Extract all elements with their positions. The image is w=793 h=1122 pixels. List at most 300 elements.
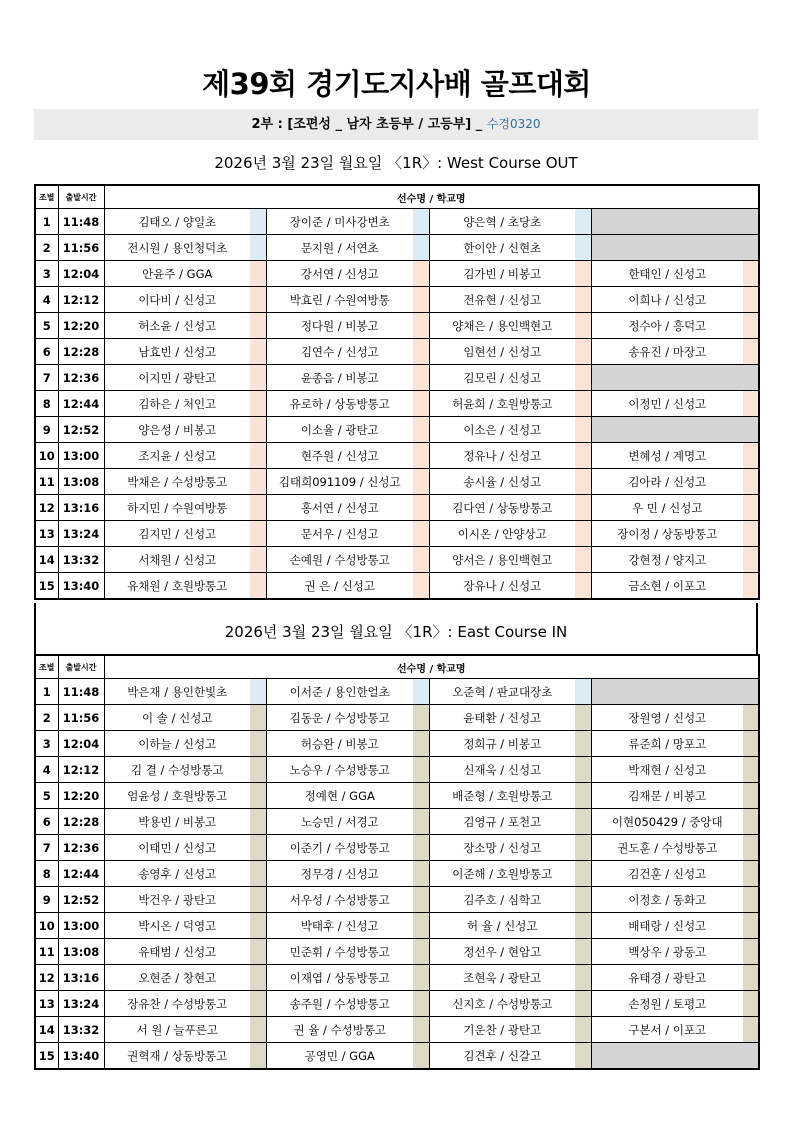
division-tag-tan [743,1017,759,1043]
division-tag-tan [413,705,429,731]
player-cell: 하지민 / 수원여방통 [104,495,250,521]
subtitle-bar [34,109,758,140]
player-cell: 이서준 / 용인한얼초 [266,679,413,705]
player-cell: 류준희 / 망포고 [591,731,743,757]
player-cell: 변혜성 / 계명고 [591,443,743,469]
player-cell: 허승완 / 비봉고 [266,731,413,757]
tee-time: 13:16 [58,495,104,521]
empty-slot [591,679,759,705]
player-cell: 전유현 / 신성고 [429,287,575,313]
division-tag-peach [743,339,759,365]
player-cell: 송영후 / 신성고 [104,861,250,887]
division-tag-peach [413,443,429,469]
tee-time: 12:52 [58,887,104,913]
east-course-table [34,654,760,1070]
tee-time: 12:44 [58,861,104,887]
player-cell: 엄윤성 / 호원방통고 [104,783,250,809]
player-cell: 장이준 / 미사강변초 [266,209,413,235]
player-cell: 손정원 / 토평고 [591,991,743,1017]
division-tag-tan [250,939,266,965]
division-tag-peach [413,573,429,600]
division-tag-tan [575,809,591,835]
player-cell: 신재욱 / 신성고 [429,757,575,783]
header-players: 선수명 / 학교명 [104,655,759,679]
group-number: 8 [35,391,58,417]
division-tag-peach [250,573,266,600]
player-cell: 문지원 / 서연초 [266,235,413,261]
player-cell: 이시온 / 안양상고 [429,521,575,547]
division-tag-peach [743,443,759,469]
player-cell: 이다비 / 신성고 [104,287,250,313]
group-number: 3 [35,261,58,287]
division-tag-tan [743,809,759,835]
division-tag-tan [575,705,591,731]
division-tag-peach [413,547,429,573]
division-tag-tan [743,731,759,757]
west-course-table [34,184,760,600]
player-cell: 이정민 / 신성고 [591,391,743,417]
table-row [35,235,759,261]
player-cell: 정유나 / 신성고 [429,443,575,469]
player-cell: 김건훈 / 신성고 [591,861,743,887]
player-cell: 서채원 / 신성고 [104,547,250,573]
player-cell: 유로하 / 상동방통고 [266,391,413,417]
table-header-row [35,655,759,679]
division-tag-peach [250,469,266,495]
division-tag-tan [250,1043,266,1070]
table-row [35,365,759,391]
division-tag-peach [575,261,591,287]
player-cell: 손예원 / 수성방통고 [266,547,413,573]
table-row [35,417,759,443]
group-number: 9 [35,417,58,443]
division-tag-tan [413,991,429,1017]
division-tag-tan [575,887,591,913]
division-tag-tan [743,835,759,861]
player-cell: 배준형 / 호원방통고 [429,783,575,809]
group-number: 12 [35,965,58,991]
group-number: 4 [35,287,58,313]
page-title: 제39회 경기도지사배 골프대회 [202,67,591,101]
player-cell: 이 솔 / 신성고 [104,705,250,731]
division-tag-peach [575,391,591,417]
player-cell: 김주호 / 심학고 [429,887,575,913]
table-row [35,731,759,757]
division-tag-tan [250,705,266,731]
group-number: 14 [35,547,58,573]
group-number: 8 [35,861,58,887]
empty-slot [591,365,759,391]
division-tag-peach [575,573,591,600]
player-cell: 김가빈 / 비봉고 [429,261,575,287]
player-cell: 김연수 / 신성고 [266,339,413,365]
player-cell: 유태경 / 광탄고 [591,965,743,991]
division-tag-blue [575,209,591,235]
group-number: 11 [35,939,58,965]
division-tag-tan [413,913,429,939]
group-number: 1 [35,209,58,235]
tee-time: 11:48 [58,209,104,235]
division-tag-tan [575,965,591,991]
tee-time: 13:24 [58,521,104,547]
header-group: 조별 [35,185,58,209]
empty-slot [591,235,759,261]
player-cell: 장유찬 / 수성방통고 [104,991,250,1017]
group-number: 13 [35,991,58,1017]
division-tag-tan [250,809,266,835]
division-tag-tan [743,887,759,913]
table-row [35,209,759,235]
player-cell: 금소현 / 이포고 [591,573,743,600]
division-tag-peach [575,417,591,443]
player-cell: 오준혁 / 판교대장초 [429,679,575,705]
division-tag-tan [575,913,591,939]
division-tag-peach [413,287,429,313]
division-tag-tan [413,861,429,887]
division-tag-tan [575,991,591,1017]
player-cell: 노승민 / 서경고 [266,809,413,835]
west-course-body [35,185,759,599]
division-tag-tan [413,809,429,835]
tee-time: 13:32 [58,1017,104,1043]
tee-time: 13:00 [58,443,104,469]
group-number: 2 [35,705,58,731]
tee-time: 13:00 [58,913,104,939]
division-tag-tan [413,757,429,783]
player-cell: 강현정 / 양지고 [591,547,743,573]
division-tag-peach [575,521,591,547]
tee-time: 12:04 [58,261,104,287]
group-number: 14 [35,1017,58,1043]
tee-time: 12:28 [58,339,104,365]
player-cell: 윤태환 / 신성고 [429,705,575,731]
player-cell: 양서은 / 용인백현고 [429,547,575,573]
tee-time: 12:36 [58,835,104,861]
subtitle-text: 2부 : [조편성 _ 남자 초등부 / 고등부] _ [251,117,487,132]
group-number: 15 [35,573,58,600]
player-cell: 이희나 / 신성고 [591,287,743,313]
tee-time: 13:16 [58,965,104,991]
division-tag-blue [575,679,591,705]
player-cell: 정다원 / 비봉고 [266,313,413,339]
division-tag-tan [413,1043,429,1070]
tee-time: 12:04 [58,731,104,757]
division-tag-peach [250,365,266,391]
player-cell: 유태범 / 신성고 [104,939,250,965]
player-cell: 이준해 / 호원방통고 [429,861,575,887]
division-tag-blue [250,209,266,235]
division-tag-peach [743,521,759,547]
table-row [35,705,759,731]
player-cell: 윤종음 / 비봉고 [266,365,413,391]
table-row [35,809,759,835]
player-cell: 김태오 / 양일초 [104,209,250,235]
division-tag-peach [413,313,429,339]
table-row [35,783,759,809]
division-tag-tan [575,939,591,965]
tee-time: 13:40 [58,1043,104,1070]
division-tag-tan [413,939,429,965]
division-tag-peach [743,469,759,495]
player-cell: 한태인 / 신성고 [591,261,743,287]
division-tag-peach [575,547,591,573]
player-cell: 우 민 / 신성고 [591,495,743,521]
table-row [35,287,759,313]
tee-time: 12:12 [58,757,104,783]
division-tag-tan [743,991,759,1017]
division-tag-peach [413,495,429,521]
group-number: 6 [35,339,58,365]
player-cell: 김재문 / 비봉고 [591,783,743,809]
player-cell: 홍서연 / 신성고 [266,495,413,521]
division-tag-peach [743,547,759,573]
section-heading-west: 2026년 3월 23일 월요일 〈1R〉: West Course OUT [214,154,578,172]
group-number: 13 [35,521,58,547]
division-tag-peach [413,521,429,547]
group-number: 5 [35,313,58,339]
group-number: 6 [35,809,58,835]
division-tag-tan [413,783,429,809]
division-tag-blue [250,235,266,261]
tee-time: 13:40 [58,573,104,600]
group-number: 3 [35,731,58,757]
player-cell: 양은성 / 비봉고 [104,417,250,443]
division-tag-peach [575,443,591,469]
header-group: 조별 [35,655,58,679]
division-tag-peach [250,261,266,287]
player-cell: 이정호 / 동화고 [591,887,743,913]
player-cell: 임현선 / 신성고 [429,339,575,365]
player-cell: 이하늘 / 신성고 [104,731,250,757]
player-cell: 정무경 / 신성고 [266,861,413,887]
player-cell: 현주원 / 신성고 [266,443,413,469]
division-tag-tan [250,757,266,783]
player-cell: 이지민 / 광탄고 [104,365,250,391]
player-cell: 백상우 / 광동고 [591,939,743,965]
table-row [35,679,759,705]
division-tag-blue [250,679,266,705]
division-tag-tan [413,835,429,861]
player-cell: 박건우 / 광탄고 [104,887,250,913]
division-tag-tan [743,705,759,731]
player-cell: 김태희091109 / 신성고 [266,469,413,495]
player-cell: 김모린 / 신성고 [429,365,575,391]
division-tag-blue [575,235,591,261]
player-cell: 양채은 / 용인백현고 [429,313,575,339]
table-row [35,495,759,521]
division-tag-tan [575,1017,591,1043]
division-tag-peach [250,495,266,521]
division-tag-peach [743,573,759,600]
division-tag-tan [575,731,591,757]
table-row [35,1017,759,1043]
division-tag-tan [413,1017,429,1043]
division-tag-peach [413,261,429,287]
player-cell: 이태민 / 신성고 [104,835,250,861]
player-cell: 허소윤 / 신성고 [104,313,250,339]
player-cell: 박재현 / 신성고 [591,757,743,783]
division-tag-tan [413,731,429,757]
division-tag-tan [250,835,266,861]
empty-slot [591,1043,759,1070]
player-cell: 서우성 / 수성방통고 [266,887,413,913]
division-tag-peach [413,365,429,391]
player-cell: 안윤주 / GGA [104,261,250,287]
division-tag-peach [743,313,759,339]
division-tag-tan [575,861,591,887]
player-cell: 이소율 / 광탄고 [266,417,413,443]
player-cell: 김다연 / 상동방통고 [429,495,575,521]
division-tag-tan [743,861,759,887]
division-tag-blue [413,235,429,261]
tee-time: 11:56 [58,235,104,261]
division-tag-tan [250,913,266,939]
division-tag-tan [743,913,759,939]
tee-time: 11:48 [58,679,104,705]
player-cell: 정예현 / GGA [266,783,413,809]
division-tag-peach [250,417,266,443]
division-tag-peach [250,313,266,339]
division-tag-blue [413,209,429,235]
player-cell: 김동운 / 수성방통고 [266,705,413,731]
player-cell: 공영민 / GGA [266,1043,413,1070]
division-tag-peach [575,339,591,365]
player-cell: 배태랑 / 신성고 [591,913,743,939]
division-tag-peach [250,521,266,547]
player-cell: 전시원 / 용인청덕초 [104,235,250,261]
table-row [35,965,759,991]
division-tag-peach [250,287,266,313]
player-cell: 김하은 / 처인고 [104,391,250,417]
table-row [35,861,759,887]
player-cell: 양은혁 / 초당초 [429,209,575,235]
player-cell: 김아라 / 신성고 [591,469,743,495]
empty-slot [591,417,759,443]
tee-time: 12:44 [58,391,104,417]
division-tag-peach [250,547,266,573]
division-tag-tan [743,757,759,783]
player-cell: 이재엽 / 상동방통고 [266,965,413,991]
tee-time: 12:20 [58,783,104,809]
table-row [35,991,759,1017]
division-tag-tan [743,965,759,991]
division-tag-tan [250,783,266,809]
division-tag-tan [250,991,266,1017]
division-tag-tan [413,965,429,991]
player-cell: 노승우 / 수성방통고 [266,757,413,783]
division-tag-peach [575,495,591,521]
tee-time: 13:32 [58,547,104,573]
group-number: 7 [35,835,58,861]
tee-time: 13:08 [58,469,104,495]
player-cell: 김지민 / 신성고 [104,521,250,547]
division-tag-peach [575,365,591,391]
tee-time: 12:52 [58,417,104,443]
division-tag-peach [413,417,429,443]
division-tag-tan [250,1017,266,1043]
player-cell: 박효린 / 수원여방통 [266,287,413,313]
division-tag-tan [743,939,759,965]
player-cell: 박용빈 / 비봉고 [104,809,250,835]
player-cell: 허 율 / 신성고 [429,913,575,939]
table-row [35,757,759,783]
group-number: 10 [35,443,58,469]
player-cell: 이현050429 / 중앙대 [591,809,743,835]
empty-slot [591,209,759,235]
division-tag-peach [413,339,429,365]
document-code: 수경0320 [486,117,541,131]
division-tag-peach [575,287,591,313]
table-row [35,339,759,365]
table-row [35,939,759,965]
division-tag-tan [250,861,266,887]
player-cell: 조현욱 / 광탄고 [429,965,575,991]
division-tag-tan [250,731,266,757]
player-cell: 한이안 / 신현초 [429,235,575,261]
division-tag-tan [575,783,591,809]
division-tag-peach [743,261,759,287]
east-course-body [35,655,759,1069]
player-cell: 민준휘 / 수성방통고 [266,939,413,965]
tee-time: 13:08 [58,939,104,965]
table-row [35,443,759,469]
group-number: 10 [35,913,58,939]
header-time: 출발시간 [58,185,104,209]
header-players: 선수명 / 학교명 [104,185,759,209]
table-row [35,313,759,339]
player-cell: 정희규 / 비봉고 [429,731,575,757]
division-tag-tan [743,783,759,809]
tee-time: 13:24 [58,991,104,1017]
group-number: 5 [35,783,58,809]
player-cell: 김 결 / 수성방통고 [104,757,250,783]
division-tag-tan [250,965,266,991]
header-time: 출발시간 [58,655,104,679]
player-cell: 강서연 / 신성고 [266,261,413,287]
table-row [35,1043,759,1070]
player-cell: 장소망 / 신성고 [429,835,575,861]
player-cell: 정수아 / 흥덕고 [591,313,743,339]
player-cell: 구본서 / 이포고 [591,1017,743,1043]
division-tag-peach [743,287,759,313]
player-cell: 신지호 / 수성방통고 [429,991,575,1017]
player-cell: 남효빈 / 신성고 [104,339,250,365]
division-tag-peach [575,313,591,339]
table-row [35,887,759,913]
division-tag-tan [413,887,429,913]
player-cell: 송유진 / 마장고 [591,339,743,365]
player-cell: 허윤희 / 호원방통고 [429,391,575,417]
player-cell: 조지윤 / 신성고 [104,443,250,469]
tee-time: 12:20 [58,313,104,339]
division-tag-tan [250,887,266,913]
player-cell: 박채은 / 수성방통고 [104,469,250,495]
table-row [35,391,759,417]
tee-time: 12:28 [58,809,104,835]
tee-time: 12:12 [58,287,104,313]
table-header-row [35,185,759,209]
player-cell: 유채원 / 호원방통고 [104,573,250,600]
division-tag-peach [250,339,266,365]
player-cell: 이준기 / 수성방통고 [266,835,413,861]
player-cell: 김영규 / 포천고 [429,809,575,835]
tee-time: 11:56 [58,705,104,731]
group-number: 12 [35,495,58,521]
division-tag-tan [575,835,591,861]
player-cell: 송주원 / 수성방통고 [266,991,413,1017]
table-row [35,261,759,287]
player-cell: 장원영 / 신성고 [591,705,743,731]
